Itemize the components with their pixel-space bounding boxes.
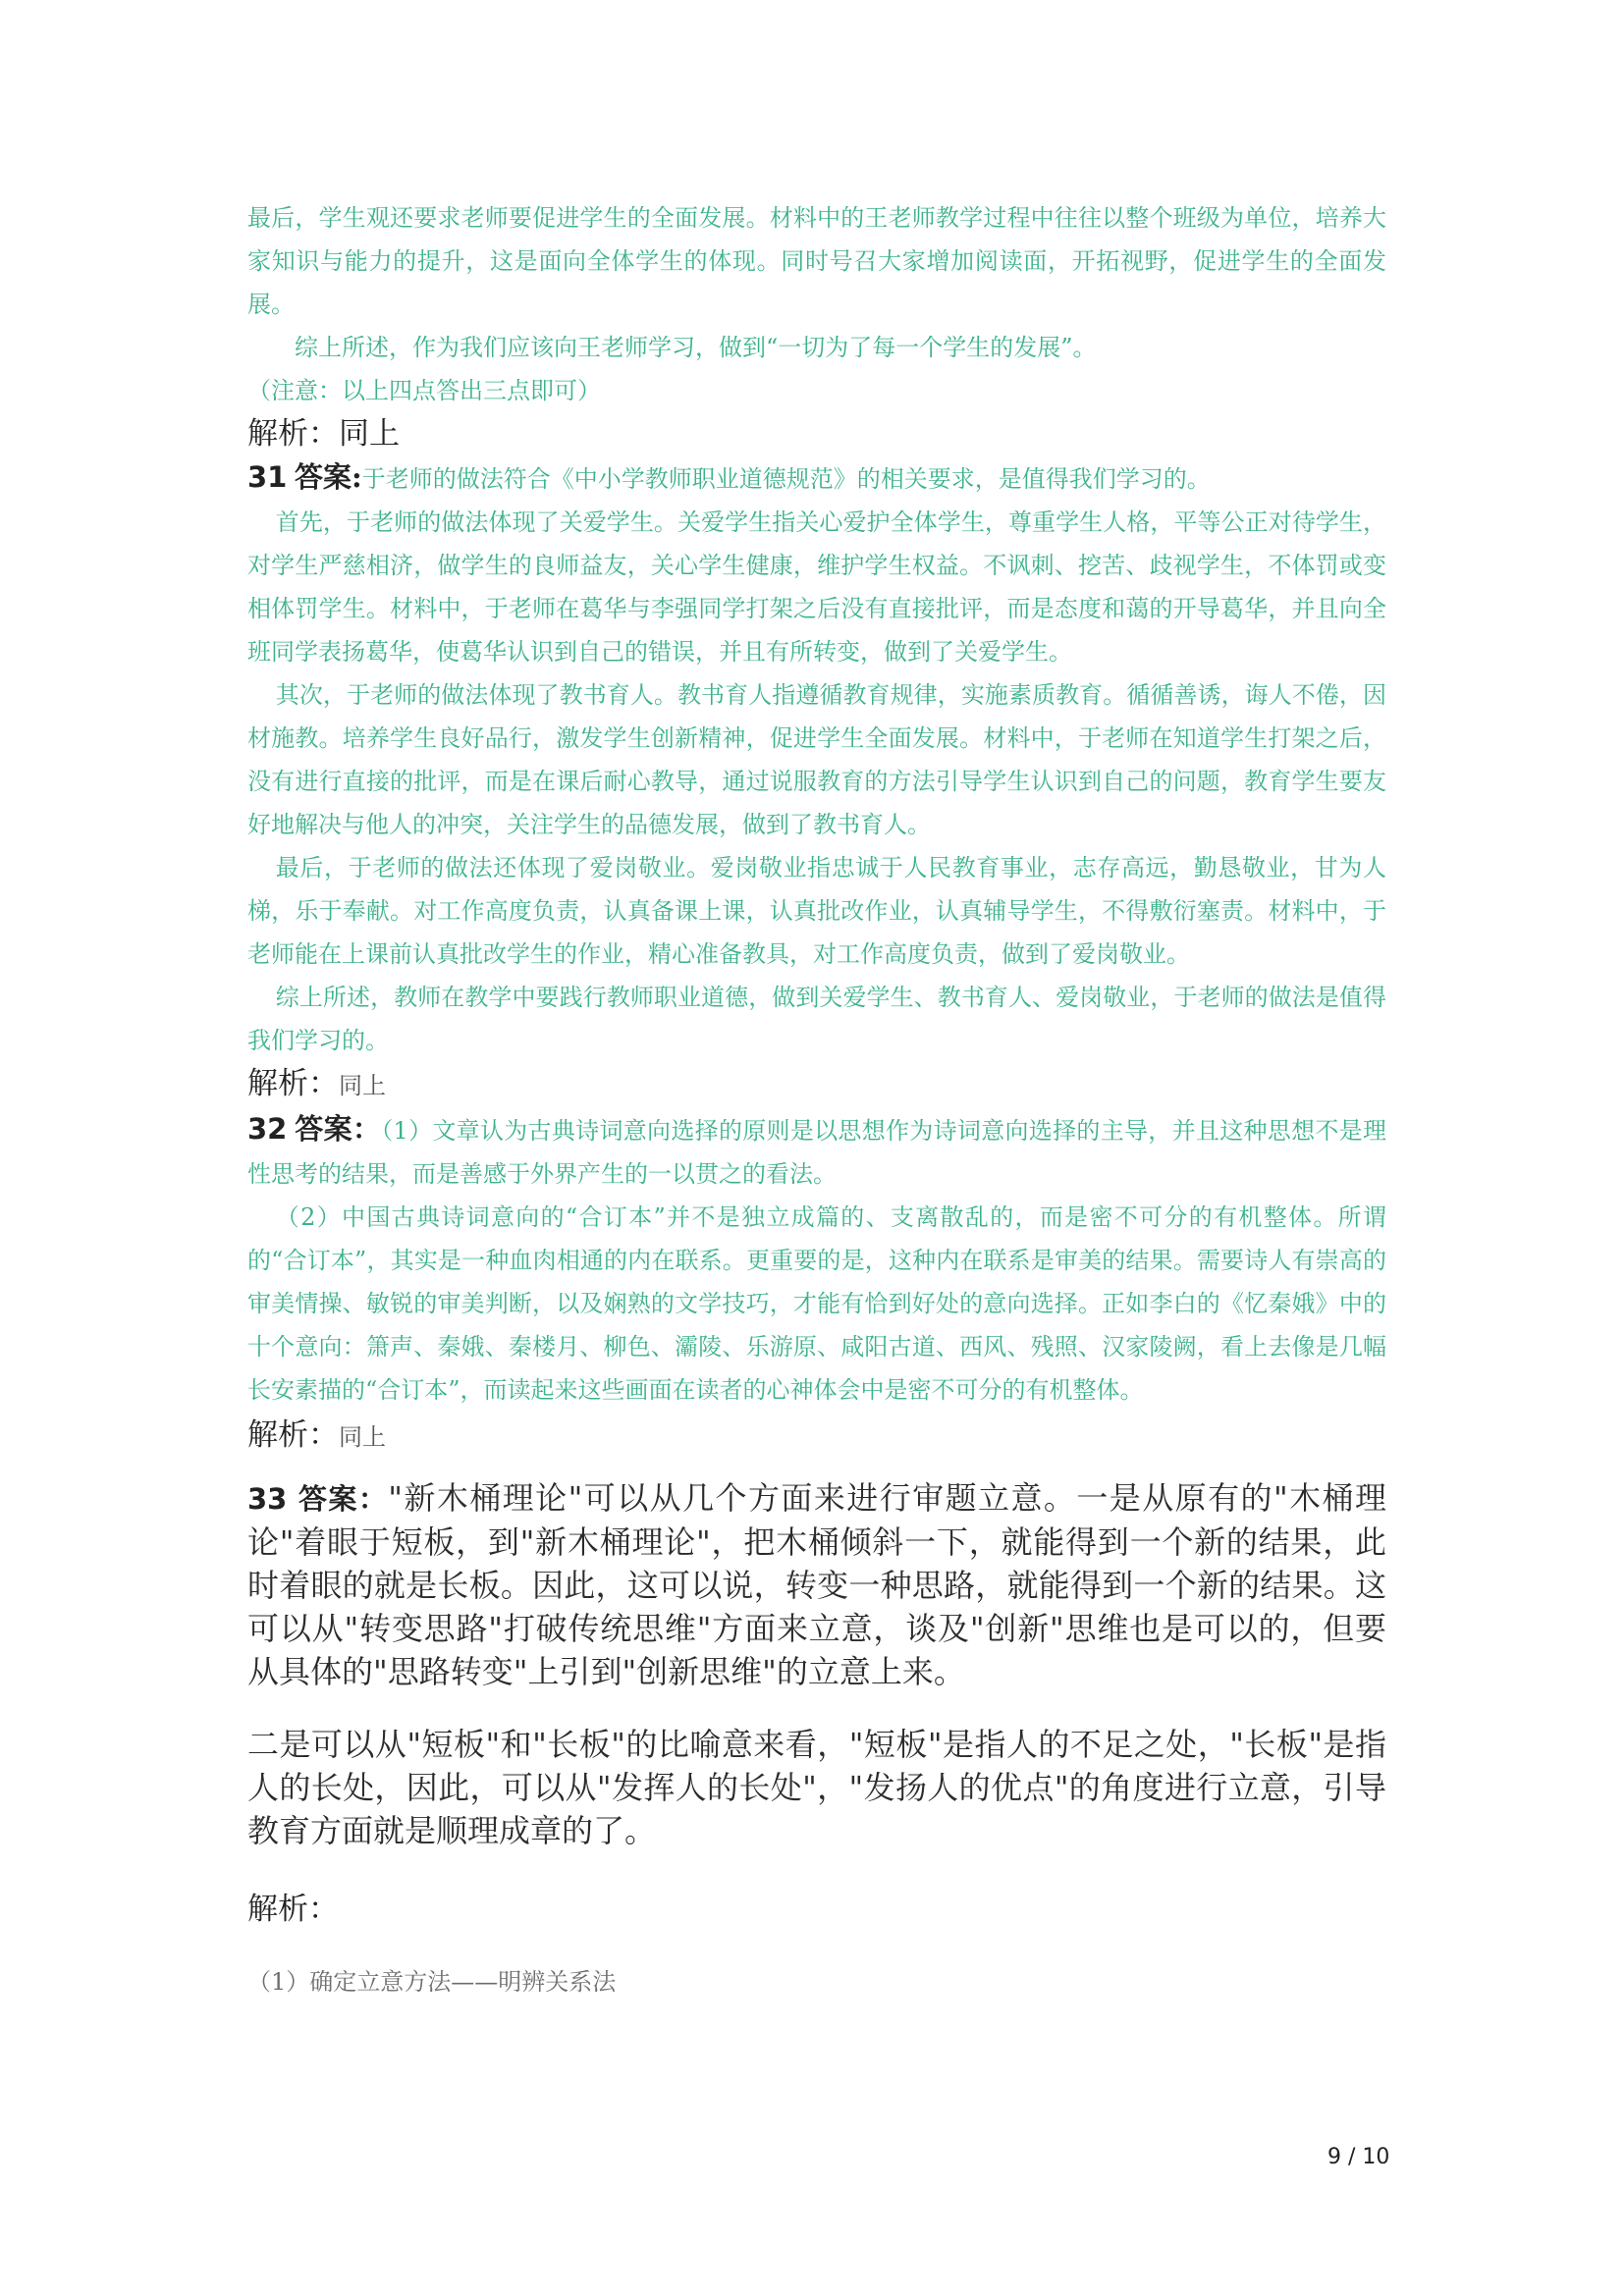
q30-summary: 综上所述，作为我们应该向王老师学习，做到“一切为了每一个学生的发展”。 <box>295 334 1097 361</box>
jiexi-text: 同上 <box>339 1072 386 1099</box>
page-number: 9 / 10 <box>1327 2145 1390 2169</box>
jiexi-text: 同上 <box>339 416 400 452</box>
answer-label: 答案: <box>295 460 362 494</box>
q32-answer-2: （2）中国古典诗词意向的“合订本”并不是独立成篇的、支离散乱的，而是密不可分的有机整体。所谓的“合订本”，其实是一种血肉相通的内在联系。更重要的是，这种内在联系是审美的结果。需要诗人有崇高的审美情操、敏锐的审美判断，以及娴熟的文学技巧，才能有恰到好处的意向选择。正如李白的《忆秦娥》中的十个意向：箫声、秦娥、秦楼月、柳色、灞陵、乐游原、咸阳古道、西风、残照、汉家陵阙，看上去像是几幅长安素描的“合订本”，而读起来这些画面在读者的心神体会中是密不可分的有机整体。 <box>247 1203 1386 1404</box>
question-number: 33 <box>247 1482 288 1516</box>
page-content <box>247 196 1386 2003</box>
jiexi-label: 解析： <box>247 1417 339 1453</box>
q33-jiexi <box>247 1888 1386 1931</box>
q30-jiexi <box>247 412 1386 455</box>
jiexi-label: 解析： <box>247 416 339 452</box>
question-number: 32 <box>247 1112 288 1146</box>
q32-jiexi <box>247 1414 1386 1459</box>
q31-answer-intro <box>247 455 1386 501</box>
q31-paragraph-4: 综上所述，教师在教学中要践行教师职业道德，做到关爱学生、教书育人、爱岗敬业，于老师的做法是值得我们学习的。 <box>247 984 1386 1054</box>
q31-paragraph-3: 最后，于老师的做法还体现了爱岗敬业。爱岗敬业指忠诚于人民教育事业，志存高远，勤恳敬业，甘为人梯，乐于奉献。对工作高度负责，认真备课上课，认真批改作业，认真辅导学生，不得敷衍塞责。材料中，于老师能在上课前认真批改学生的作业，精心准备教具，对工作高度负责，做到了爱岗敬业。 <box>247 854 1386 968</box>
q33-answer-2: 二是可以从"短板"和"长板"的比喻意来看，"短板"是指人的不足之处，"长板"是指人的长处，因此，可以从"发挥人的长处"，"发扬人的优点"的角度进行立意，引导教育方面就是顺理成章的了。 <box>247 1726 1386 1849</box>
q31-jiexi <box>247 1062 1386 1107</box>
q31-paragraph-1: 首先，于老师的做法体现了关爱学生。关爱学生指关心爱护全体学生，尊重学生人格，平等公正对待学生，对学生严慈相济，做学生的良师益友，关心学生健康，维护学生权益。不讽刺、挖苦、歧视学生，不体罚或变相体罚学生。材料中，于老师在葛华与李强同学打架之后没有直接批评，而是态度和蔼的开导葛华，并且向全班同学表扬葛华，使葛华认识到自己的错误，并且有所转变，做到了关爱学生。 <box>247 508 1386 666</box>
answer-text: （1）文章认为古典诗词意向选择的原则是以思想作为诗词意向选择的主导，并且这种思想不是理性思考的结果，而是善感于外界产生的一以贯之的看法。 <box>247 1117 1386 1188</box>
question-number: 31 <box>247 460 288 494</box>
jiexi-label: 解析： <box>247 1892 339 1927</box>
answer-label: 答案： <box>298 1482 389 1516</box>
q31-paragraph-2: 其次，于老师的做法体现了教书育人。教书育人指遵循教育规律，实施素质教育。循循善诱，诲人不倦，因材施教。培养学生良好品行，激发学生创新精神，促进学生全面发展。材料中，于老师在知道学生打架之后，没有进行直接的批评，而是在课后耐心教导，通过说服教育的方法引导学生认识到自己的问题，教育学生要友好地解决与他人的冲突，关注学生的品德发展，做到了教书育人。 <box>247 681 1386 838</box>
answer-text: "新木桶理论"可以从几个方面来进行审题立意。一是从原有的"木桶理论"着眼于短板，到"新木桶理论"，把木桶倾斜一下，就能得到一个新的结果，此时着眼的就是长板。因此，这可以说，转变一种思路，就能得到一个新的结果。这可以从"转变思路"打破传统思维"方面来立意，谈及"创新"思维也是可以的，但要从具体的"思路转变"上引到"创新思维"的立意上来。 <box>247 1479 1386 1690</box>
q32-answer-1 <box>247 1107 1386 1196</box>
jiexi-label: 解析： <box>247 1066 339 1101</box>
answer-intro-text: 于老师的做法符合《中小学教师职业道德规范》的相关要求，是值得我们学习的。 <box>361 465 1211 493</box>
q33-answer-1 <box>247 1476 1386 1693</box>
q33-jiexi-step-1: （1）确定立意方法——明辨关系法 <box>247 1968 617 1996</box>
q30-paragraph-final: 最后，学生观还要求老师要促进学生的全面发展。材料中的王老师教学过程中往往以整个班级为单位，培养大家知识与能力的提升，这是面向全体学生的体现。同时号召大家增加阅读面，开拓视野，促进学生的全面发展。 <box>247 204 1386 318</box>
answer-label: 答案： <box>295 1112 382 1146</box>
q30-note: （注意：以上四点答出三点即可） <box>247 377 601 404</box>
jiexi-text: 同上 <box>339 1423 386 1451</box>
